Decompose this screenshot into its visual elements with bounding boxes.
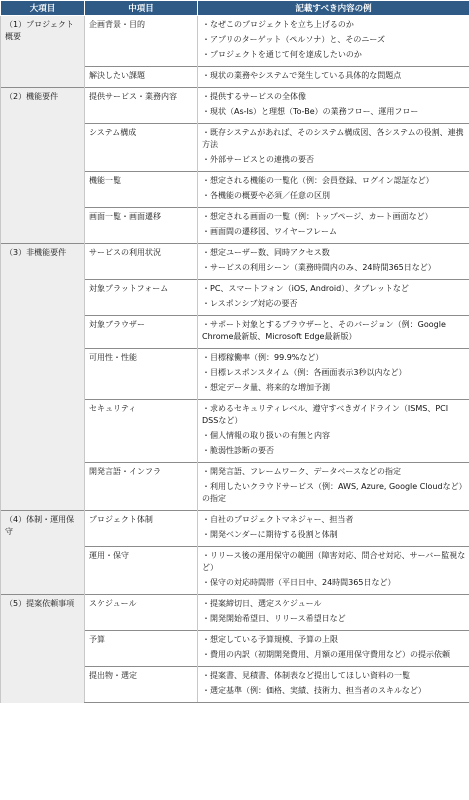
content-item: ・ 各機能の概要や必須／任意の区別 xyxy=(202,190,466,205)
contents-cell xyxy=(198,172,469,208)
table-row xyxy=(1,16,469,67)
mid-category-cell: 可用性・性能 xyxy=(85,349,198,400)
mid-category-cell: 運用・保守 xyxy=(85,547,198,595)
table-row xyxy=(1,244,469,280)
content-item: ・ 想定される機能の一覧化（例：会員登録、ログイン認証など） xyxy=(202,175,466,190)
content-item: ・ 想定される画面の一覧（例：トップページ、カート画面など） xyxy=(202,211,466,226)
content-item: ・ 現状の業務やシステムで発生している具体的な問題点 xyxy=(202,70,466,85)
mid-category-cell: 対象ブラウザー xyxy=(85,316,198,349)
content-item: ・ 保守の対応時間帯（平日日中、24時間365日など） xyxy=(202,577,466,592)
content-item: ・ レスポンシブ対応の要否 xyxy=(202,298,466,313)
contents-cell xyxy=(198,511,469,547)
table-row xyxy=(1,511,469,547)
header-contents: 記載すべき内容の例 xyxy=(198,1,469,16)
content-item: ・ 目標稼働率（例：99.9%など） xyxy=(202,352,466,367)
major-category-cell: （5）提案依頼事項 xyxy=(1,595,85,703)
mid-category-cell: 企画背景・目的 xyxy=(85,16,198,67)
content-item: ・ 開発ベンダーに期待する役割と体制 xyxy=(202,529,466,544)
contents-cell xyxy=(198,316,469,349)
contents-cell xyxy=(198,244,469,280)
content-item: ・ アプリのターゲット（ペルソナ）と、そのニーズ xyxy=(202,34,466,49)
content-item: ・ なぜこのプロジェクトを立ち上げるのか xyxy=(202,19,466,34)
mid-category-cell: 対象プラットフォーム xyxy=(85,280,198,316)
mid-category-cell: 予算 xyxy=(85,631,198,667)
content-item: ・ サポート対象とするブラウザーと、そのバージョン（例：Google Chrome最新版、Microsoft Edge最新版） xyxy=(202,319,466,346)
contents-cell xyxy=(198,88,469,124)
mid-category-cell: 機能一覧 xyxy=(85,172,198,208)
content-item: ・ プロジェクトを通じて何を達成したいのか xyxy=(202,49,466,64)
mid-category-cell: プロジェクト体制 xyxy=(85,511,198,547)
contents-cell xyxy=(198,16,469,67)
major-category-cell: （4）体制・運用保守 xyxy=(1,511,85,595)
contents-cell xyxy=(198,400,469,463)
contents-cell xyxy=(198,67,469,88)
contents-cell xyxy=(198,280,469,316)
contents-cell xyxy=(198,595,469,631)
content-item: ・ 開発開始希望日、リリース希望日など xyxy=(202,613,466,628)
content-item: ・ 提供するサービスの全体像 xyxy=(202,91,466,106)
content-item: ・ 個人情報の取り扱いの有無と内容 xyxy=(202,430,466,445)
table-row xyxy=(1,595,469,631)
mid-category-cell: 提出物・選定 xyxy=(85,667,198,703)
content-item: ・ 現状（As-Is）と理想（To-Be）の業務フロー、運用フロー xyxy=(202,106,466,121)
content-item: ・ 画面間の遷移図、ワイヤーフレーム xyxy=(202,226,466,241)
content-item: ・ 求めるセキュリティレベル、遵守すべきガイドライン（ISMS、PCI DSSなど） xyxy=(202,403,466,430)
header-mid: 中項目 xyxy=(85,1,198,16)
mid-category-cell: スケジュール xyxy=(85,595,198,631)
mid-category-cell: セキュリティ xyxy=(85,400,198,463)
contents-cell xyxy=(198,631,469,667)
content-item: ・ 想定ユーザー数、同時アクセス数 xyxy=(202,247,466,262)
content-item: ・ 費用の内訳（初期開発費用、月額の運用保守費用など）の提示依頼 xyxy=(202,649,466,664)
content-item: ・ 想定している予算規模、予算の上限 xyxy=(202,634,466,649)
content-item: ・ 既存システムがあれば、そのシステム構成図、各システムの役割、連携方法 xyxy=(202,127,466,154)
contents-cell xyxy=(198,667,469,703)
content-item: ・ サービスの利用シーン（業務時間内のみ、24時間365日など） xyxy=(202,262,466,277)
content-item: ・ 想定データ量、将来的な増加予測 xyxy=(202,382,466,397)
mid-category-cell: システム構成 xyxy=(85,124,198,172)
mid-category-cell: 画面一覧・画面遷移 xyxy=(85,208,198,244)
content-item: ・ 自社のプロジェクトマネジャー、担当者 xyxy=(202,514,466,529)
major-category-cell: （1）プロジェクト概要 xyxy=(1,16,85,88)
table-row xyxy=(1,88,469,124)
content-item: ・ 提案書、見積書、体制表など提出してほしい資料の一覧 xyxy=(202,670,466,685)
contents-cell xyxy=(198,547,469,595)
content-item: ・ PC、スマートフォン（iOS, Android）、タブレットなど xyxy=(202,283,466,298)
contents-cell xyxy=(198,349,469,400)
content-item: ・ 目標レスポンスタイム（例：各画面表示3秒以内など） xyxy=(202,367,466,382)
table-body xyxy=(1,16,469,703)
mid-category-cell: 解決したい課題 xyxy=(85,67,198,88)
contents-cell xyxy=(198,124,469,172)
header-major: 大項目 xyxy=(1,1,85,16)
mid-category-cell: サービスの利用状況 xyxy=(85,244,198,280)
content-item: ・ リリース後の運用保守の範囲（障害対応、問合せ対応、サーバー監視など） xyxy=(202,550,466,577)
content-item: ・ 利用したいクラウドサービス（例：AWS, Azure, Google Cloudなど）の指定 xyxy=(202,481,466,508)
mid-category-cell: 開発言語・インフラ xyxy=(85,463,198,511)
mid-category-cell: 提供サービス・業務内容 xyxy=(85,88,198,124)
content-item: ・ 提案締切日、選定スケジュール xyxy=(202,598,466,613)
content-item: ・ 選定基準（例：価格、実績、技術力、担当者のスキルなど） xyxy=(202,685,466,700)
major-category-cell: （2）機能要件 xyxy=(1,88,85,244)
contents-cell xyxy=(198,208,469,244)
header-row xyxy=(1,1,469,16)
contents-cell xyxy=(198,463,469,511)
major-category-cell: （3）非機能要件 xyxy=(1,244,85,511)
content-item: ・ 脆弱性診断の要否 xyxy=(202,445,466,460)
content-item: ・ 開発言語、フレームワーク、データベースなどの指定 xyxy=(202,466,466,481)
table-header xyxy=(1,1,469,16)
content-item: ・ 外部サービスとの連携の要否 xyxy=(202,154,466,169)
